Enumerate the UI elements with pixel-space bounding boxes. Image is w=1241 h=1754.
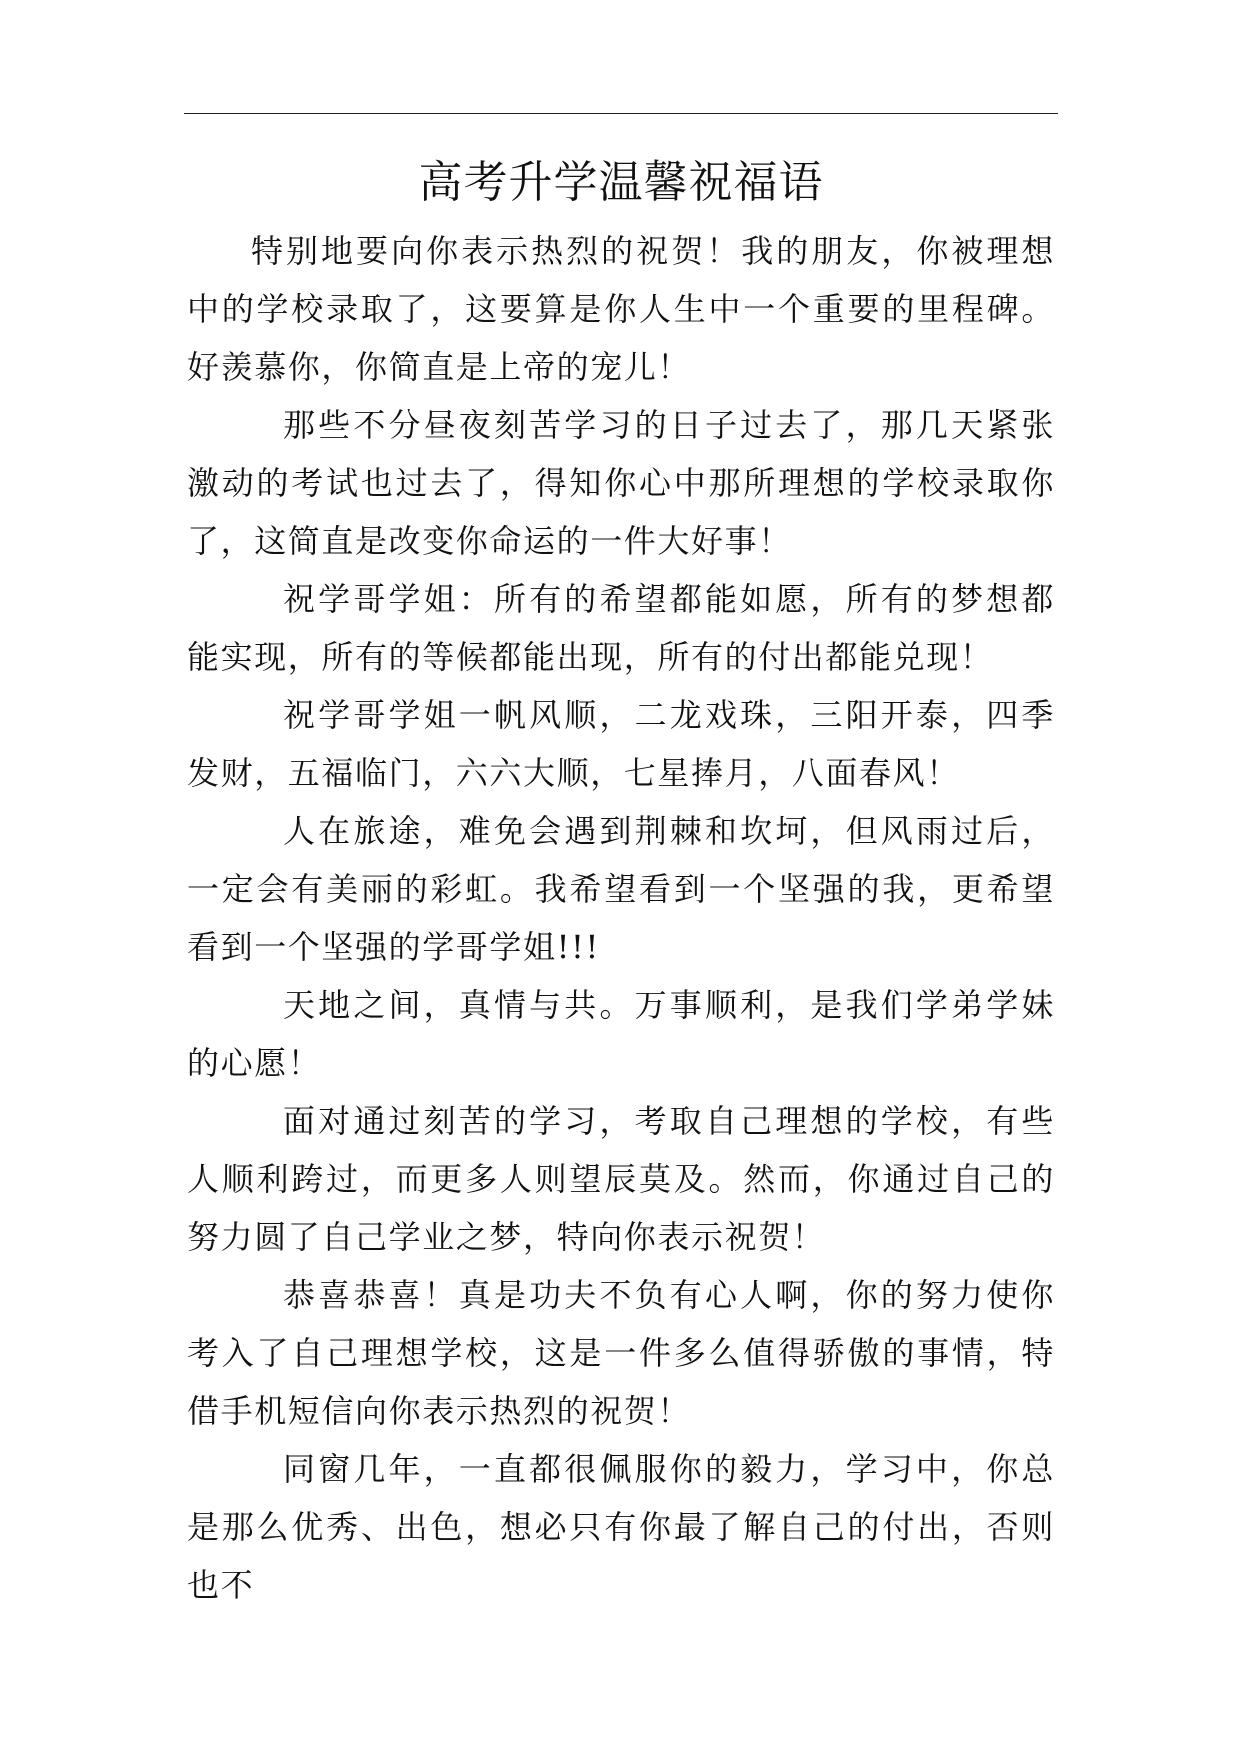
document-body	[187, 222, 1055, 1614]
document-title: 高考升学温馨祝福语	[418, 157, 824, 208]
paragraph: 祝学哥学姐一帆风顺，二龙戏珠，三阳开泰，四季发财，五福临门，六六大顺，七星捧月，八面春风！	[187, 696, 1055, 792]
paragraph: 祝学哥学姐：所有的希望都能如愿，所有的梦想都能实现，所有的等候都能出现，所有的付出都能兑现！	[187, 580, 1055, 676]
paragraph: 同窗几年，一直都很佩服你的毅力，学习中，你总是那么优秀、出色，想必只有你最了解自己的付出，否则也不	[187, 1450, 1055, 1604]
paragraph: 特别地要向你表示热烈的祝贺！我的朋友，你被理想中的学校录取了，这要算是你人生中一个重要的里程碑。好羡慕你，你简直是上帝的宠儿！	[187, 232, 1055, 386]
header-rule	[184, 113, 1058, 114]
paragraph: 恭喜恭喜！真是功夫不负有心人啊，你的努力使你考入了自己理想学校，这是一件多么值得骄傲的事情，特借手机短信向你表示热烈的祝贺！	[187, 1276, 1055, 1430]
paragraph: 人在旅途，难免会遇到荆棘和坎坷，但风雨过后，一定会有美丽的彩虹。我希望看到一个坚强的我，更希望看到一个坚强的学哥学姐!!!	[187, 812, 1055, 966]
paragraph: 面对通过刻苦的学习，考取自己理想的学校，有些人顺利跨过，而更多人则望辰莫及。然而，你通过自己的努力圆了自己学业之梦，特向你表示祝贺！	[187, 1102, 1055, 1256]
paragraph: 那些不分昼夜刻苦学习的日子过去了，那几天紧张激动的考试也过去了，得知你心中那所理想的学校录取你了，这简直是改变你命运的一件大好事！	[187, 406, 1055, 560]
paragraph: 天地之间，真情与共。万事顺利，是我们学弟学妹的心愿！	[187, 986, 1055, 1082]
